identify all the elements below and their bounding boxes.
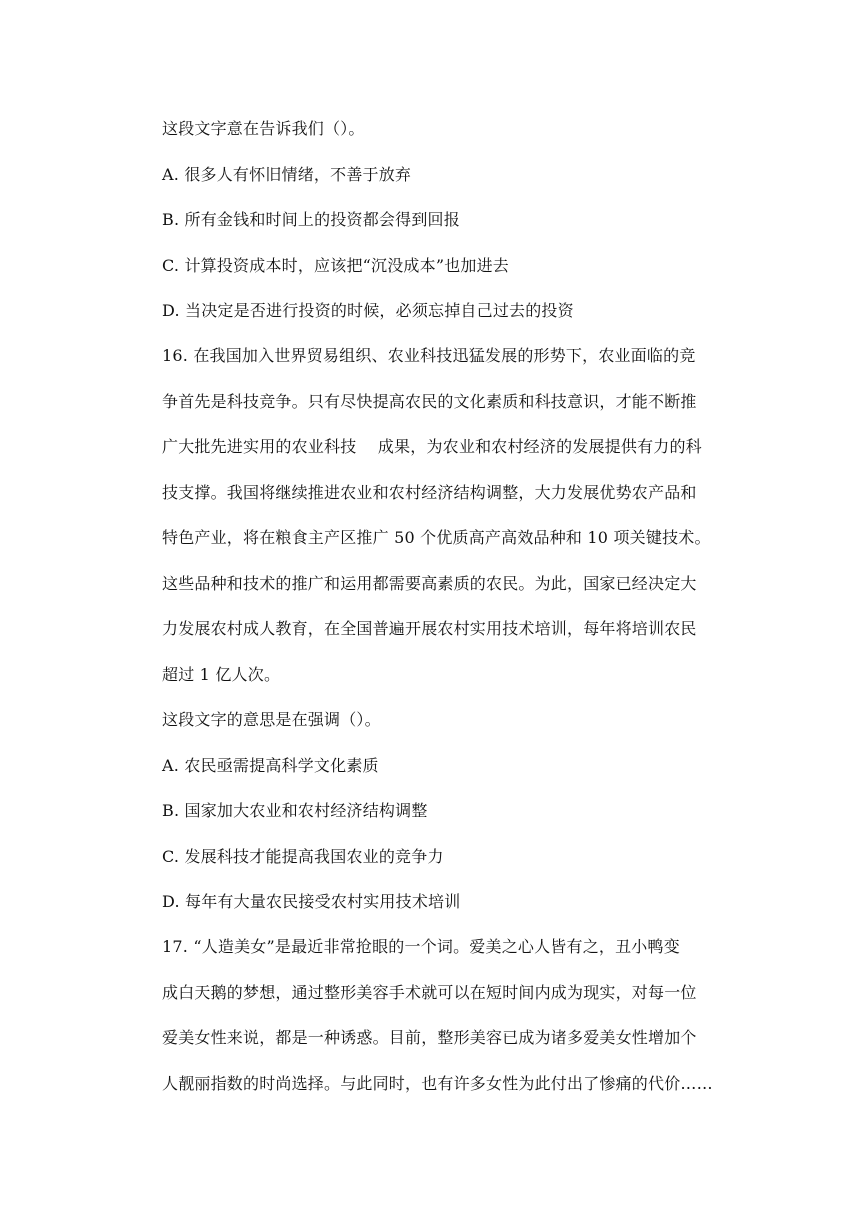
question-15-option-c: C. 计算投资成本时，应该把“沉没成本”也加进去 xyxy=(162,256,510,275)
question-16-passage-line: 争首先是科技竞争。只有尽快提高农民的文化素质和科技意识，才能不断推 xyxy=(162,392,697,411)
question-16-option-b: B. 国家加大农业和农村经济结构调整 xyxy=(162,801,428,820)
question-16-passage-line: 特色产业，将在粮食主产区推广 50 个优质高产高效品种和 10 项关键技术。 xyxy=(162,528,711,547)
question-16-option-c: C. 发展科技才能提高我国农业的竞争力 xyxy=(162,847,444,866)
question-17-passage-line: 成白天鹅的梦想，通过整形美容手术就可以在短时间内成为现实，对每一位 xyxy=(162,983,697,1002)
question-17-passage-line: 爱美女性来说，都是一种诱惑。目前，整形美容已成为诸多爱美女性增加个 xyxy=(162,1028,697,1047)
question-16-passage-line: 这些品种和技术的推广和运用都需要高素质的农民。为此，国家已经决定大 xyxy=(162,574,697,593)
question-16-passage-line: 力发展农村成人教育，在全国普遍开展农村实用技术培训，每年将培训农民 xyxy=(162,619,697,638)
question-16-passage-line: 16. 在我国加入世界贸易组织、农业科技迅猛发展的形势下，农业面临的竞 xyxy=(162,346,696,365)
question-16-passage-line: 技支撑。我国将继续推进农业和农村经济结构调整，大力发展优势农产品和 xyxy=(162,483,697,502)
question-16-option-a: A. 农民亟需提高科学文化素质 xyxy=(162,756,379,775)
question-15-prompt: 这段文字意在告诉我们（）。 xyxy=(162,119,365,138)
question-16-passage-line: 广大批先进实用的农业科技 成果，为农业和农村经济的发展提供有力的科 xyxy=(162,437,702,456)
question-17-passage-line: 17. “人造美女”是最近非常抢眼的一个词。爱美之心人皆有之，丑小鸭变 xyxy=(162,937,680,956)
question-16-prompt: 这段文字的意思是在强调（）。 xyxy=(162,710,381,729)
question-17-passage-line: 人靓丽指数的时尚选择。与此同时，也有许多女性为此付出了惨痛的代价…… xyxy=(162,1074,713,1093)
question-16-passage-line: 超过 1 亿人次。 xyxy=(162,665,281,684)
question-15-option-a: A. 很多人有怀旧情绪，不善于放弃 xyxy=(162,165,412,184)
question-16-option-d: D. 每年有大量农民接受农村实用技术培训 xyxy=(162,892,461,911)
question-15-option-b: B. 所有金钱和时间上的投资都会得到回报 xyxy=(162,210,460,229)
question-15-option-d: D. 当决定是否进行投资的时候，必须忘掉自己过去的投资 xyxy=(162,301,574,320)
